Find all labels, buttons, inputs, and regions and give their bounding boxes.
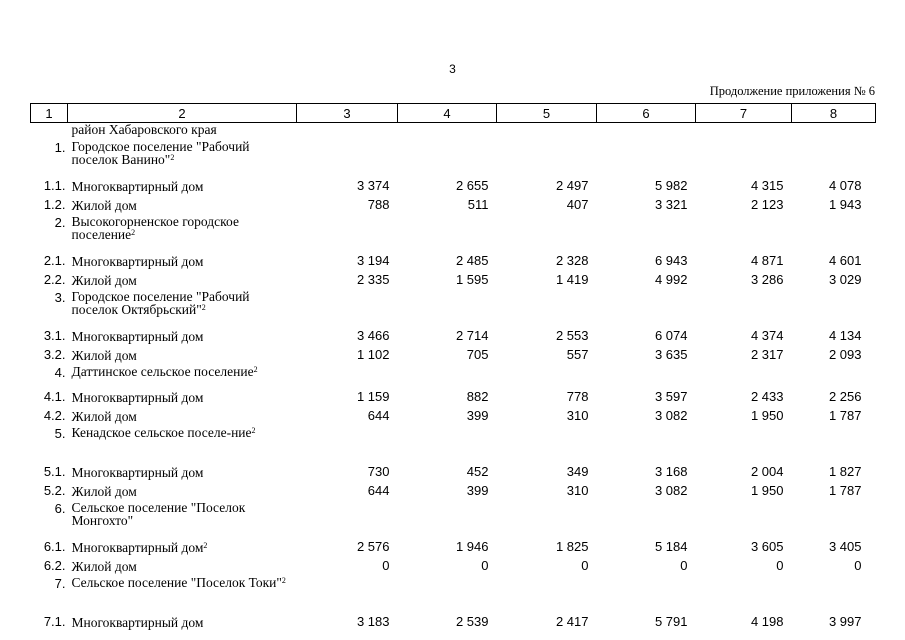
housing-type: Жилой дом bbox=[71, 273, 137, 288]
value-cell: 3 466 bbox=[356, 328, 390, 343]
housing-type: Многоквартирный дом bbox=[71, 179, 204, 194]
footnote-marker: 2 bbox=[251, 426, 256, 435]
settlement-name: Сельское поселение "Поселок Токи"$^2$ bbox=[71, 575, 286, 590]
value-cell: 1 825 bbox=[555, 539, 589, 554]
data-row bbox=[31, 385, 876, 404]
data-row bbox=[31, 174, 876, 193]
value-cell: 511 bbox=[467, 197, 489, 212]
value-cell: 3 597 bbox=[654, 389, 688, 404]
value-cell: 4 315 bbox=[750, 178, 784, 193]
value-cell: 3 321 bbox=[654, 197, 688, 212]
value-cell: 1 159 bbox=[356, 389, 390, 404]
value-cell: 5 982 bbox=[654, 178, 688, 193]
data-row bbox=[31, 324, 876, 343]
footnote-marker: 2 bbox=[281, 576, 286, 585]
value-cell: 1 787 bbox=[828, 483, 862, 498]
value-cell: 4 078 bbox=[828, 178, 862, 193]
value-cell: 4 374 bbox=[750, 328, 784, 343]
value-cell: 3 286 bbox=[750, 272, 784, 287]
value-cell: 644 bbox=[367, 408, 390, 423]
value-cell: 3 194 bbox=[356, 253, 390, 268]
housing-type: Жилой дом bbox=[71, 484, 137, 499]
value-cell: 557 bbox=[566, 347, 589, 362]
value-cell: 2 123 bbox=[750, 197, 784, 212]
value-cell: 1 419 bbox=[555, 272, 589, 287]
housing-type: Жилой дом bbox=[71, 348, 137, 363]
value-cell: 5 791 bbox=[654, 614, 688, 629]
value-cell: 310 bbox=[566, 483, 589, 498]
value-cell: 1 102 bbox=[356, 347, 390, 362]
value-cell: 1 950 bbox=[750, 408, 784, 423]
value-cell: 3 405 bbox=[828, 539, 862, 554]
value-cell: 452 bbox=[466, 464, 489, 479]
value-cell: 2 655 bbox=[455, 178, 489, 193]
footnote-marker: 2 bbox=[203, 541, 208, 550]
data-row bbox=[31, 268, 876, 287]
settlement-heading-row bbox=[31, 423, 876, 460]
data-row bbox=[31, 554, 876, 573]
value-cell: 2 485 bbox=[455, 253, 489, 268]
column-header: 3 bbox=[297, 104, 398, 123]
row-index: 2.1. bbox=[43, 253, 66, 268]
row-index: 3.1. bbox=[43, 328, 66, 343]
value-cell: 1 946 bbox=[455, 539, 489, 554]
value-cell: 1 943 bbox=[828, 197, 862, 212]
value-cell: 1 787 bbox=[828, 408, 862, 423]
column-header: 4 bbox=[398, 104, 497, 123]
value-cell: 730 bbox=[367, 464, 390, 479]
continuation-row bbox=[31, 123, 876, 138]
row-index: 4. bbox=[54, 365, 66, 380]
value-cell: 788 bbox=[367, 197, 390, 212]
value-cell: 0 bbox=[581, 558, 589, 573]
column-header: 8 bbox=[792, 104, 876, 123]
value-cell: 778 bbox=[566, 389, 589, 404]
housing-type: Жилой дом bbox=[71, 409, 137, 424]
column-header: 7 bbox=[696, 104, 792, 123]
value-cell: 2 004 bbox=[750, 464, 784, 479]
data-row bbox=[31, 193, 876, 212]
value-cell: 2 328 bbox=[555, 253, 589, 268]
value-cell: 4 601 bbox=[828, 253, 862, 268]
column-header: 5 bbox=[497, 104, 597, 123]
value-cell: 4 198 bbox=[750, 614, 784, 629]
housing-type: Многоквартирный дом$^2$ bbox=[71, 540, 208, 555]
value-cell: 407 bbox=[566, 197, 589, 212]
value-cell: 0 bbox=[481, 558, 489, 573]
settlement-name: Кенадское сельское поселе-ние$^2$ bbox=[71, 425, 256, 440]
data-row bbox=[31, 610, 876, 629]
value-cell: 310 bbox=[566, 408, 589, 423]
row-index: 4.2. bbox=[43, 408, 66, 423]
row-index: 7. bbox=[54, 576, 66, 591]
value-cell: 3 082 bbox=[654, 483, 688, 498]
tariff-table bbox=[30, 103, 876, 629]
footnote-marker: 2 bbox=[131, 228, 136, 237]
housing-type: Многоквартирный дом bbox=[71, 254, 204, 269]
value-cell: 2 576 bbox=[356, 539, 390, 554]
value-cell: 3 635 bbox=[654, 347, 688, 362]
value-cell: 4 134 bbox=[828, 328, 862, 343]
value-cell: 2 093 bbox=[828, 347, 862, 362]
value-cell: 2 335 bbox=[356, 272, 390, 287]
data-row bbox=[31, 479, 876, 498]
row-index: 3.2. bbox=[43, 347, 66, 362]
value-cell: 644 bbox=[367, 483, 390, 498]
footnote-marker: 2 bbox=[253, 365, 258, 374]
settlement-heading-row bbox=[31, 573, 876, 610]
value-cell: 399 bbox=[466, 408, 489, 423]
value-cell: 1 950 bbox=[750, 483, 784, 498]
settlement-name: Городское поселение "Рабочий поселок Ванино"$^2$ bbox=[71, 139, 250, 167]
housing-type: Многоквартирный дом bbox=[71, 390, 204, 405]
row-index: 1. bbox=[54, 140, 66, 155]
value-cell: 1 827 bbox=[828, 464, 862, 479]
value-cell: 3 183 bbox=[356, 614, 390, 629]
settlement-heading-row bbox=[31, 498, 876, 535]
settlement-name: Даттинское сельское поселение$^2$ bbox=[71, 364, 258, 379]
settlement-heading-row bbox=[31, 287, 876, 324]
value-cell: 3 374 bbox=[356, 178, 390, 193]
settlement-name: Высокогорненское городское поселение$^2$ bbox=[71, 214, 239, 242]
footnote-marker: 2 bbox=[201, 303, 206, 312]
value-cell: 2 256 bbox=[828, 389, 862, 404]
value-cell: 3 082 bbox=[654, 408, 688, 423]
settlement-heading-row bbox=[31, 362, 876, 385]
value-cell: 4 871 bbox=[750, 253, 784, 268]
housing-type: Многоквартирный дом bbox=[71, 465, 204, 480]
page-number: 3 bbox=[449, 62, 456, 76]
value-cell: 3 029 bbox=[828, 272, 862, 287]
value-cell: 2 317 bbox=[750, 347, 784, 362]
value-cell: 4 992 bbox=[654, 272, 688, 287]
value-cell: 0 bbox=[854, 558, 862, 573]
row-index: 5. bbox=[54, 426, 66, 441]
row-index: 6.2. bbox=[43, 558, 66, 573]
footnote-marker: 2 bbox=[170, 153, 175, 162]
value-cell: 2 714 bbox=[455, 328, 489, 343]
value-cell: 2 553 bbox=[555, 328, 589, 343]
housing-type: Жилой дом bbox=[71, 559, 137, 574]
value-cell: 3 168 bbox=[654, 464, 688, 479]
value-cell: 0 bbox=[382, 558, 390, 573]
value-cell: 0 bbox=[776, 558, 784, 573]
value-cell: 882 bbox=[466, 389, 489, 404]
row-index: 2.2. bbox=[43, 272, 66, 287]
data-row bbox=[31, 249, 876, 268]
row-index: 3. bbox=[54, 290, 66, 305]
value-cell: 6 074 bbox=[654, 328, 688, 343]
value-cell: 0 bbox=[680, 558, 688, 573]
value-cell: 2 433 bbox=[750, 389, 784, 404]
housing-type: Многоквартирный дом bbox=[71, 329, 204, 344]
value-cell: 349 bbox=[566, 464, 589, 479]
column-number-header bbox=[31, 104, 876, 123]
value-cell: 3 605 bbox=[750, 539, 784, 554]
data-row bbox=[31, 535, 876, 554]
row-index: 6.1. bbox=[43, 539, 66, 554]
data-row bbox=[31, 343, 876, 362]
data-row bbox=[31, 404, 876, 423]
settlement-heading-row bbox=[31, 212, 876, 249]
value-cell: 399 bbox=[466, 483, 489, 498]
continuation-text: район Хабаровского края bbox=[71, 122, 217, 137]
value-cell: 1 595 bbox=[455, 272, 489, 287]
row-index: 5.2. bbox=[43, 483, 66, 498]
settlement-heading-row bbox=[31, 137, 876, 174]
value-cell: 6 943 bbox=[654, 253, 688, 268]
row-index: 2. bbox=[54, 215, 66, 230]
value-cell: 2 539 bbox=[455, 614, 489, 629]
settlement-name: Городское поселение "Рабочий поселок Октябрьский"$^2$ bbox=[71, 289, 250, 317]
housing-type: Многоквартирный дом bbox=[71, 615, 204, 630]
data-row bbox=[31, 460, 876, 479]
row-index: 5.1. bbox=[43, 464, 66, 479]
row-index: 4.1. bbox=[43, 389, 66, 404]
row-index: 1.2. bbox=[43, 197, 66, 212]
value-cell: 2 497 bbox=[555, 178, 589, 193]
column-header: 2 bbox=[68, 104, 297, 123]
appendix-caption: Продолжение приложения № 6 bbox=[709, 84, 875, 98]
column-header: 6 bbox=[597, 104, 696, 123]
settlement-name: Сельское поселение "Поселок Монгохто" bbox=[71, 500, 246, 528]
housing-type: Жилой дом bbox=[71, 198, 137, 213]
row-index: 1.1. bbox=[43, 178, 66, 193]
value-cell: 5 184 bbox=[654, 539, 688, 554]
row-index: 7.1. bbox=[43, 614, 66, 629]
value-cell: 705 bbox=[466, 347, 489, 362]
value-cell: 3 997 bbox=[828, 614, 862, 629]
value-cell: 2 417 bbox=[555, 614, 589, 629]
column-header: 1 bbox=[31, 104, 68, 123]
row-index: 6. bbox=[54, 501, 66, 516]
